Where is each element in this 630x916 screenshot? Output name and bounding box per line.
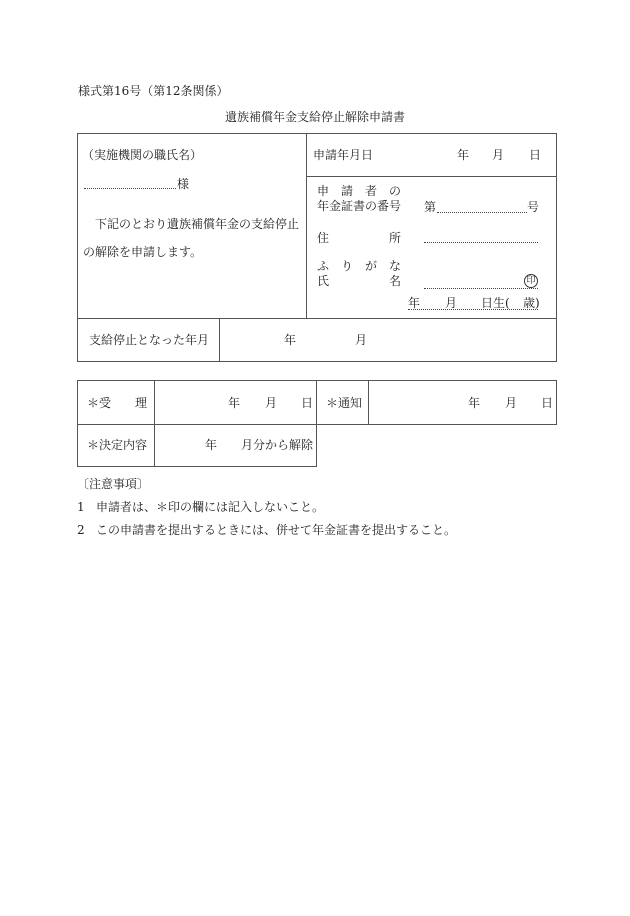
addressee-field[interactable]	[84, 188, 176, 189]
address-field[interactable]	[424, 242, 538, 243]
divider	[306, 176, 557, 177]
suspension-year[interactable]: 年	[284, 333, 297, 347]
application-date-year[interactable]: 年	[457, 148, 470, 162]
body-text-line2: の解除を申請します。	[83, 245, 203, 259]
decision-suffix: 月分から解除	[241, 438, 314, 452]
furigana-label: ふ り が な	[317, 259, 402, 273]
note-text: この申請書を提出するときには、併せて年金証書を提出すること。	[96, 523, 457, 537]
decision-year: 年	[205, 438, 218, 452]
notes-heading: 〔注意事項〕	[77, 477, 150, 491]
birth-year: 年	[408, 296, 421, 310]
application-date-day[interactable]: 日	[529, 148, 542, 162]
certificate-suffix: 号	[527, 200, 540, 214]
name-label-2: 名	[389, 274, 402, 288]
address-label-2: 所	[389, 231, 402, 245]
form-number: 様式第16号（第12条関係）	[78, 84, 229, 98]
receipt-label: ＊受 理	[87, 396, 148, 410]
birth-month: 月	[445, 296, 458, 310]
divider	[368, 380, 369, 425]
certificate-number-field[interactable]	[437, 212, 527, 213]
suspension-month[interactable]: 月	[355, 333, 368, 347]
form-title: 遺族補償年金支給停止解除申請書	[224, 110, 405, 124]
addressee-label: （実施機関の職氏名）	[82, 148, 203, 162]
notice-label: ＊通知	[326, 396, 363, 410]
decision-label: ＊決定内容	[87, 438, 148, 452]
body-text-line1: 下記のとおり遺族補償年金の支給停止	[95, 217, 300, 231]
birthdate-field[interactable]	[408, 309, 538, 310]
application-date-label: 申請年月日	[313, 148, 374, 162]
note-text: 申請者は、＊印の欄には記入しないこと。	[96, 500, 325, 514]
certificate-label-2: 年金証書の番号	[317, 199, 402, 213]
name-label-1: 氏	[317, 274, 330, 288]
notice-year: 年	[468, 396, 481, 410]
office-table-row1	[77, 380, 557, 425]
application-date-month[interactable]: 月	[492, 148, 505, 162]
suspension-label: 支給停止となった年月	[89, 333, 210, 347]
notice-month: 月	[505, 396, 518, 410]
divider	[306, 133, 307, 318]
receipt-year: 年	[228, 396, 241, 410]
seal-mark: 印	[524, 274, 538, 288]
birth-day: 日生(	[481, 296, 510, 310]
addressee-honorific: 様	[177, 177, 190, 191]
address-label-1: 住	[317, 231, 330, 245]
age: 歳)	[523, 296, 540, 310]
name-field[interactable]	[424, 288, 538, 289]
note-number: 1	[77, 500, 85, 514]
certificate-prefix: 第	[424, 200, 437, 214]
divider	[219, 318, 220, 362]
divider	[77, 318, 557, 319]
receipt-day: 日	[301, 396, 314, 410]
divider	[154, 380, 155, 467]
certificate-label-1: 申 請 者 の	[317, 184, 402, 198]
note-number: 2	[77, 523, 85, 537]
notice-day: 日	[541, 396, 554, 410]
receipt-month: 月	[265, 396, 278, 410]
divider	[316, 380, 317, 425]
